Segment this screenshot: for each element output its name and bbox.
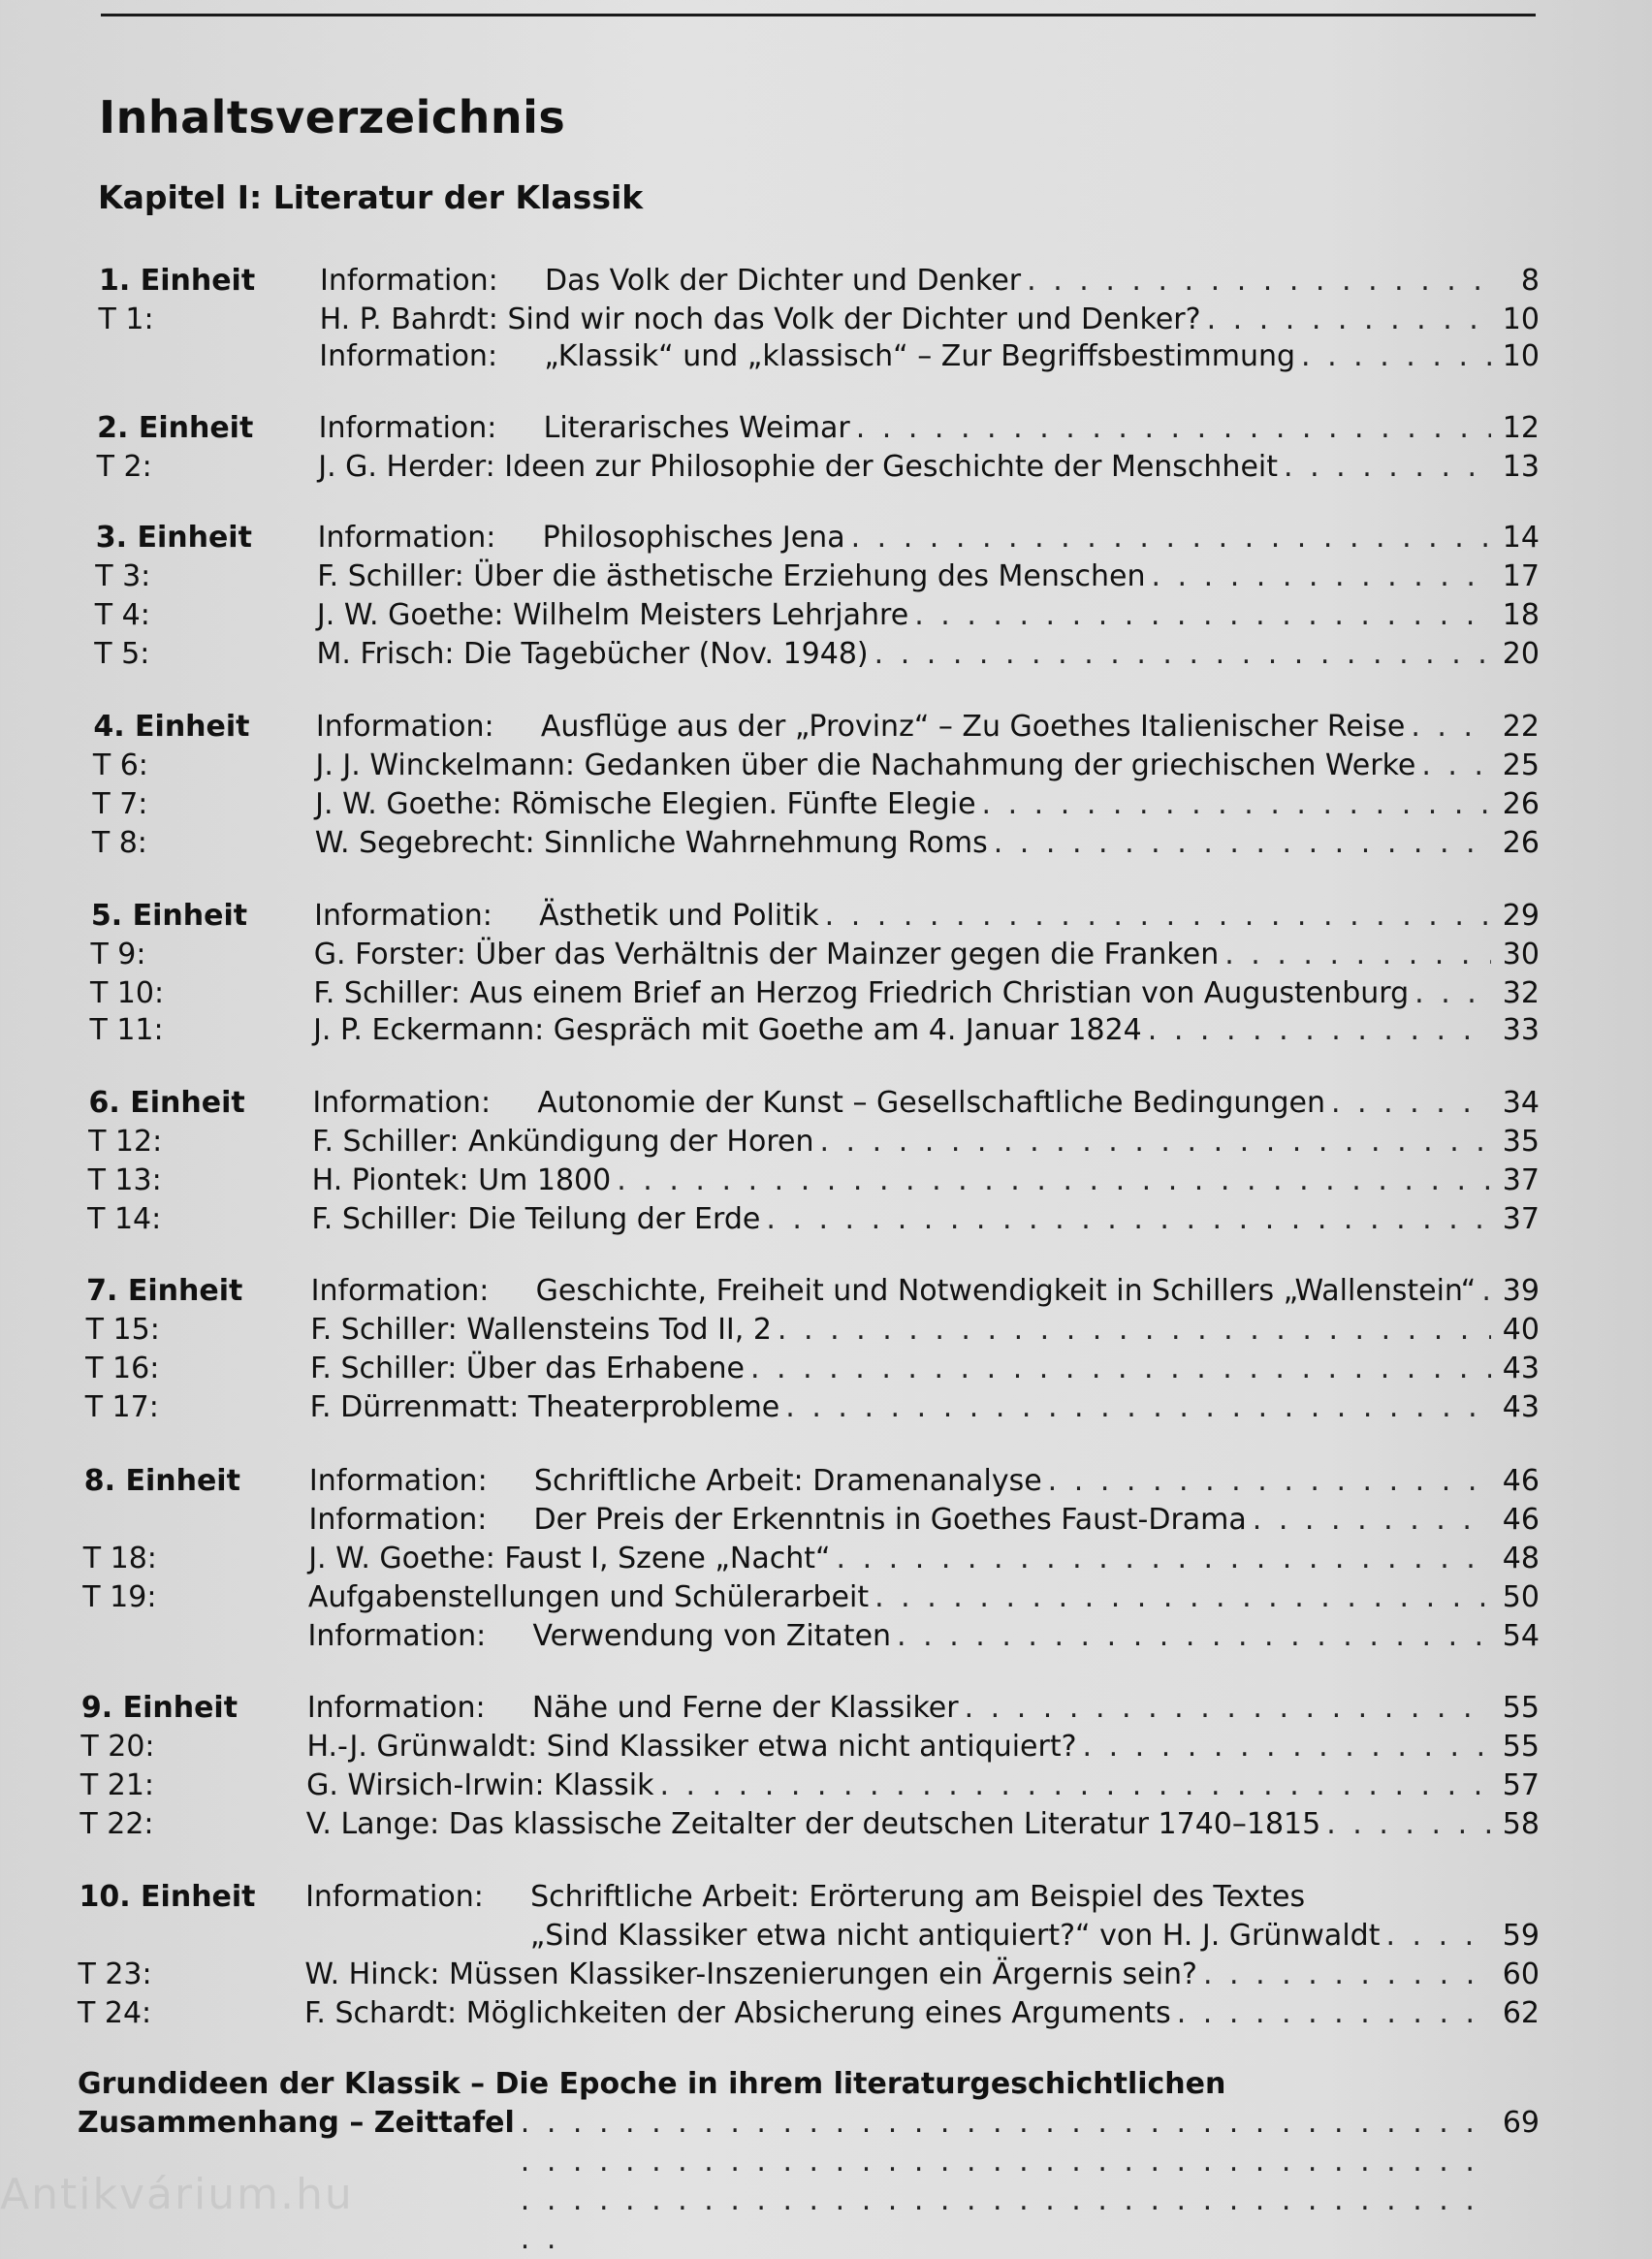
entry-text: [308, 1540, 1540, 1578]
toc-entry: [79, 1805, 1540, 1844]
entry-text: [320, 262, 1540, 301]
information-label: Information:: [314, 899, 492, 933]
text-number: T 11:: [89, 1013, 164, 1047]
leader-dots: [1048, 1462, 1491, 1501]
leader-dots: [965, 1689, 1491, 1728]
entry-text: [304, 1994, 1540, 2033]
page-number: 37: [1502, 1202, 1540, 1236]
entry-title: Schriftliche Arbeit: Erörterung am Beispiel des Textes: [530, 1880, 1306, 1914]
entry-title: F. Dürrenmatt: Theaterprobleme: [309, 1390, 780, 1424]
information-label: Information:: [319, 339, 498, 373]
text-number: T 10:: [89, 976, 165, 1010]
toc-entry: [99, 262, 1540, 301]
information-label: Information:: [312, 1086, 492, 1120]
leader-dots: [778, 1311, 1491, 1350]
page-number: 57: [1502, 1768, 1540, 1802]
entry-title: F. Schiller: Aus einem Brief an Herzog Friedrich Christian von Augustenburg: [313, 976, 1410, 1010]
text-number: T 18:: [82, 1542, 157, 1575]
page-number: 26: [1502, 787, 1540, 821]
indent-spacer: [305, 1917, 530, 1956]
entry-text: [311, 1272, 1540, 1311]
unit-label: 9. Einheit: [80, 1691, 238, 1725]
toc-entry: [93, 747, 1540, 785]
entry-text: [306, 1766, 1540, 1805]
unit-label: 3. Einheit: [95, 521, 252, 555]
text-number: T 13:: [87, 1163, 162, 1197]
toc-entry: [86, 1272, 1540, 1311]
leader-dots: [1326, 1805, 1491, 1844]
page-number: 46: [1502, 1503, 1540, 1537]
information-label: Information:: [315, 710, 494, 744]
leader-dots: [1027, 262, 1491, 301]
entry-title: Schriftliche Arbeit: Dramenanalyse: [533, 1464, 1042, 1498]
entry-title: „Sind Klassiker etwa nicht antiquiert?“ von H. J. Grünwaldt: [529, 1919, 1381, 1953]
information-label: Information:: [320, 264, 498, 298]
leader-dots: [1301, 337, 1491, 376]
entry-text: [305, 1878, 1540, 1917]
toc-entry: [90, 936, 1540, 974]
entry-text: [307, 1689, 1540, 1728]
text-number: T 24:: [78, 1996, 152, 2030]
leader-dots: [1284, 448, 1491, 487]
entry-text: [314, 897, 1540, 936]
entry-title: J. W. Goethe: Wilhelm Meisters Lehrjahre: [316, 598, 909, 632]
leader-dots: [1421, 747, 1491, 785]
leader-dots: [856, 409, 1491, 448]
toc-entry: [82, 1617, 1540, 1656]
entry-text: [317, 596, 1540, 635]
page-number: 8: [1520, 264, 1540, 298]
entry-title: Geschichte, Freiheit und Notwendigkeit in Schillers „Wallenstein“: [535, 1274, 1477, 1308]
page-number: 29: [1502, 899, 1540, 933]
entry-text: [307, 1617, 1540, 1656]
unit-label: 5. Einheit: [90, 899, 248, 933]
leader-dots: [819, 1123, 1491, 1161]
toc-entry: [97, 409, 1540, 448]
toc-entry: [89, 1084, 1540, 1123]
information-label: Information:: [306, 1691, 486, 1725]
toc-entry: [79, 1917, 1540, 1956]
entry-title: J. W. Goethe: Faust I, Szene „Nacht“: [308, 1542, 831, 1575]
entry-text: [316, 708, 1540, 747]
page-number: 54: [1502, 1619, 1540, 1653]
entry-text: [310, 1388, 1540, 1427]
page-number: 30: [1502, 938, 1540, 971]
entry-text: [320, 301, 1540, 339]
leader-dots: [1385, 1917, 1491, 1956]
entry-text: [318, 519, 1540, 557]
page-number: 18: [1502, 598, 1540, 632]
page-number: 14: [1502, 521, 1540, 555]
leader-dots: [1148, 1011, 1491, 1050]
text-number: T 22:: [79, 1807, 154, 1841]
page-number: 43: [1502, 1390, 1540, 1424]
entry-text: [310, 1311, 1540, 1350]
page-number: 55: [1502, 1730, 1540, 1764]
leader-dots: [982, 785, 1491, 824]
page-number: 58: [1502, 1807, 1540, 1841]
entry-text: [317, 635, 1540, 674]
entry-title: J. W. Goethe: Römische Elegien. Fünfte Elegie: [315, 787, 976, 821]
text-number: T 7:: [92, 787, 148, 821]
final-entry-line2: Zusammenhang – Zeittafel: [78, 2106, 515, 2140]
toc-entry: [86, 1311, 1540, 1350]
toc-entry: [79, 1878, 1540, 1917]
entry-text: [317, 557, 1540, 596]
leader-dots: [994, 824, 1491, 863]
page-number: 12: [1502, 411, 1540, 445]
page-number: 62: [1502, 1996, 1540, 2030]
toc-entry: [80, 1728, 1540, 1766]
toc-entry: [96, 519, 1540, 557]
toc-entry: [89, 1011, 1540, 1050]
entry-title: Ästhetik und Politik: [539, 899, 819, 933]
leader-dots: [1331, 1084, 1491, 1123]
information-label: Information:: [308, 1503, 488, 1537]
leader-dots: [521, 2104, 1491, 2259]
entry-text: [312, 1161, 1540, 1200]
toc-entry: [84, 1462, 1540, 1501]
entry-title: Philosophisches Jena: [542, 521, 845, 555]
entry-title: F. Schardt: Möglichkeiten der Absicherung eines Arguments: [304, 1996, 1171, 2030]
toc-entry: [87, 1200, 1540, 1239]
final-entry-line1: Grundideen der Klassik – Die Epoche in ihrem literaturgeschichtlichen: [78, 2067, 1226, 2101]
entry-title: F. Schiller: Ankündigung der Horen: [312, 1125, 814, 1159]
toc-entry: [82, 1578, 1540, 1617]
text-number: T 3:: [95, 559, 151, 593]
toc-entry: [93, 708, 1540, 747]
entry-title: Nähe und Ferne der Klassiker: [531, 1691, 959, 1725]
text-number: T 4:: [94, 598, 150, 632]
entry-title: Autonomie der Kunst – Gesellschaftliche Bedingungen: [537, 1086, 1325, 1120]
toc-entry: [94, 635, 1540, 674]
entry-text: [309, 1462, 1540, 1501]
unit-label: 8. Einheit: [83, 1464, 240, 1498]
page-number: 13: [1502, 450, 1540, 484]
page-number: 10: [1502, 302, 1540, 336]
leader-dots: [1207, 301, 1491, 339]
entry-title: F. Schiller: Die Teilung der Erde: [311, 1202, 761, 1236]
unit-label: 2. Einheit: [97, 411, 254, 445]
page-number: 39: [1502, 1274, 1540, 1308]
page-title: Inhaltsverzeichnis: [99, 91, 566, 143]
toc-entry: [88, 1161, 1540, 1200]
entry-text: [315, 824, 1540, 863]
page-number: 50: [1502, 1580, 1540, 1614]
page-number: 35: [1502, 1125, 1540, 1159]
leader-dots: [766, 1200, 1491, 1239]
toc-entry: [83, 1540, 1540, 1578]
leader-dots: [785, 1388, 1491, 1427]
toc-entry: [92, 785, 1540, 824]
leader-dots: [1253, 1501, 1491, 1540]
page-number: 20: [1502, 637, 1540, 671]
page-number: 17: [1502, 559, 1540, 593]
page-number: 59: [1502, 1919, 1540, 1953]
toc-entry: [95, 596, 1540, 635]
text-number: T 21:: [79, 1768, 155, 1802]
entry-text: [304, 1956, 1540, 1994]
entry-title: H. P. Bahrdt: Sind wir noch das Volk der Dichter und Denker?: [319, 302, 1201, 336]
text-number: T 5:: [94, 637, 150, 671]
final-entry: [78, 2065, 1540, 2259]
entry-text: [312, 1123, 1540, 1161]
page-number: 25: [1502, 748, 1540, 782]
page-number: 43: [1502, 1352, 1540, 1385]
text-number: T 17:: [84, 1390, 159, 1424]
page-number: 48: [1502, 1542, 1540, 1575]
entry-title: Literarisches Weimar: [543, 411, 850, 445]
toc-entry: [99, 301, 1540, 339]
text-number: T 8:: [91, 826, 147, 860]
entry-title: M. Frisch: Die Tagebücher (Nov. 1948): [316, 637, 869, 671]
page-number: 60: [1502, 1957, 1540, 1991]
leader-dots: [1151, 557, 1491, 596]
leader-dots: [874, 1578, 1491, 1617]
entry-text: [318, 448, 1540, 487]
entry-text: [311, 1200, 1540, 1239]
entry-text: [306, 1805, 1540, 1844]
entry-title: Das Volk der Dichter und Denker: [545, 264, 1022, 298]
toc-entry: [80, 1766, 1540, 1805]
unit-label: 1. Einheit: [99, 264, 256, 298]
entry-title: Ausflüge aus der „Provinz“ – Zu Goethes Italienischer Reise: [540, 710, 1406, 744]
entry-title: J. J. Winckelmann: Gedanken über die Nachahmung der griechischen Werke: [315, 748, 1416, 782]
entry-text: [314, 936, 1540, 974]
toc-entry: [91, 897, 1540, 936]
toc-entry: [98, 337, 1540, 376]
page-number: 33: [1502, 1013, 1540, 1047]
entry-title: F. Schiller: Über die ästhetische Erziehung des Menschen: [317, 559, 1146, 593]
text-number: T 19:: [82, 1580, 157, 1614]
toc-entry: [83, 1501, 1540, 1540]
information-label: Information:: [318, 411, 497, 445]
top-rule: [101, 14, 1536, 16]
leader-dots: [1481, 1272, 1491, 1311]
chapter-heading: Kapitel I: Literatur der Klassik: [98, 178, 644, 216]
entry-title: Der Preis der Erkenntnis in Goethes Faust-Drama: [533, 1503, 1247, 1537]
toc-entry: [78, 1994, 1540, 2033]
leader-dots: [617, 1161, 1491, 1200]
entry-text: [309, 1501, 1540, 1540]
entry-text: [316, 747, 1540, 785]
entry-title: W. Segebrecht: Sinnliche Wahrnehmung Roms: [314, 826, 988, 860]
leader-dots: [914, 596, 1491, 635]
text-number: T 15:: [85, 1313, 160, 1347]
entry-text: [319, 409, 1540, 448]
leader-dots: [874, 635, 1491, 674]
entry-text: [313, 1011, 1540, 1050]
leader-dots: [1224, 936, 1491, 974]
leader-dots: [659, 1766, 1491, 1805]
watermark: Antikvárium.hu: [0, 2170, 354, 2219]
entry-text: [305, 1917, 1540, 1956]
entry-title: Verwendung von Zitaten: [532, 1619, 892, 1653]
entry-text: [312, 1084, 1540, 1123]
text-number: T 20:: [80, 1730, 155, 1764]
toc-entry: [92, 824, 1540, 863]
text-number: T 12:: [88, 1125, 163, 1159]
page-number: 55: [1502, 1691, 1540, 1725]
leader-dots: [1203, 1956, 1491, 1994]
entry-title: G. Wirsich-Irwin: Klassik: [306, 1768, 654, 1802]
entry-title: V. Lange: Das klassische Zeitalter der deutschen Literatur 1740–1815: [305, 1807, 1321, 1841]
entry-title: „Klassik“ und „klassisch“ – Zur Begriffsbestimmung: [544, 339, 1296, 373]
text-number: T 23:: [78, 1957, 152, 1991]
leader-dots: [897, 1617, 1491, 1656]
toc-entry: [78, 1956, 1540, 1994]
entry-title: J. G. Herder: Ideen zur Philosophie der Geschichte der Menschheit: [318, 450, 1279, 484]
unit-label: 7. Einheit: [86, 1274, 243, 1308]
entry-title: W. Hinck: Müssen Klassiker-Inszenierungen ein Ärgernis sein?: [304, 1957, 1197, 1991]
leader-dots: [825, 897, 1491, 936]
page-number: 37: [1502, 1163, 1540, 1197]
leader-dots: [851, 519, 1491, 557]
information-label: Information:: [305, 1880, 484, 1914]
entry-title: Aufgabenstellungen und Schülerarbeit: [307, 1580, 870, 1614]
entry-text: [313, 974, 1540, 1013]
entry-title: H. Piontek: Um 1800: [311, 1163, 612, 1197]
text-number: T 2:: [96, 450, 152, 484]
text-number: T 1:: [98, 302, 154, 336]
entry-text: [315, 785, 1540, 824]
entry-text: [306, 1728, 1540, 1766]
page-number: 40: [1502, 1313, 1540, 1347]
toc-entry: [85, 1350, 1540, 1388]
leader-dots: [1414, 974, 1491, 1013]
information-label: Information:: [307, 1619, 487, 1653]
entry-title: F. Schiller: Über das Erhabene: [309, 1352, 745, 1385]
leader-dots: [1177, 1994, 1491, 2033]
text-number: T 14:: [87, 1202, 162, 1236]
information-label: Information:: [317, 521, 496, 555]
page-number: 46: [1502, 1464, 1540, 1498]
unit-label: 10. Einheit: [79, 1880, 256, 1914]
entry-title: F. Schiller: Wallensteins Tod II, 2: [310, 1313, 772, 1347]
page-number: 22: [1502, 710, 1540, 744]
unit-label: 6. Einheit: [88, 1086, 245, 1120]
information-label: Information:: [310, 1274, 490, 1308]
toc-entry: [95, 557, 1540, 596]
entry-title: G. Forster: Über das Verhältnis der Mainzer gegen die Franken: [313, 938, 1220, 971]
toc-entry: [90, 974, 1540, 1013]
leader-dots: [837, 1540, 1491, 1578]
page-number: 26: [1502, 826, 1540, 860]
entry-text: [310, 1350, 1540, 1388]
toc-entry: [88, 1123, 1540, 1161]
page-number: 10: [1502, 339, 1540, 373]
toc-entry: [81, 1689, 1540, 1728]
entry-title: J. P. Eckermann: Gespräch mit Goethe am 4. Januar 1824: [313, 1013, 1142, 1047]
leader-dots: [1411, 708, 1491, 747]
leader-dots: [750, 1350, 1491, 1388]
text-number: T 9:: [90, 938, 146, 971]
entry-title: H.-J. Grünwaldt: Sind Klassiker etwa nicht antiquiert?: [306, 1730, 1077, 1764]
information-label: Information:: [308, 1464, 488, 1498]
page-number: 34: [1502, 1086, 1540, 1120]
page-number: 32: [1502, 976, 1540, 1010]
toc-entry: [85, 1388, 1540, 1427]
text-number: T 16:: [85, 1352, 160, 1385]
toc-entry: [97, 448, 1540, 487]
leader-dots: [1083, 1728, 1491, 1766]
unit-label: 4. Einheit: [93, 710, 250, 744]
text-number: T 6:: [92, 748, 148, 782]
entry-text: [308, 1578, 1540, 1617]
final-entry-page: 69: [1502, 2106, 1540, 2140]
entry-text: [319, 337, 1540, 376]
